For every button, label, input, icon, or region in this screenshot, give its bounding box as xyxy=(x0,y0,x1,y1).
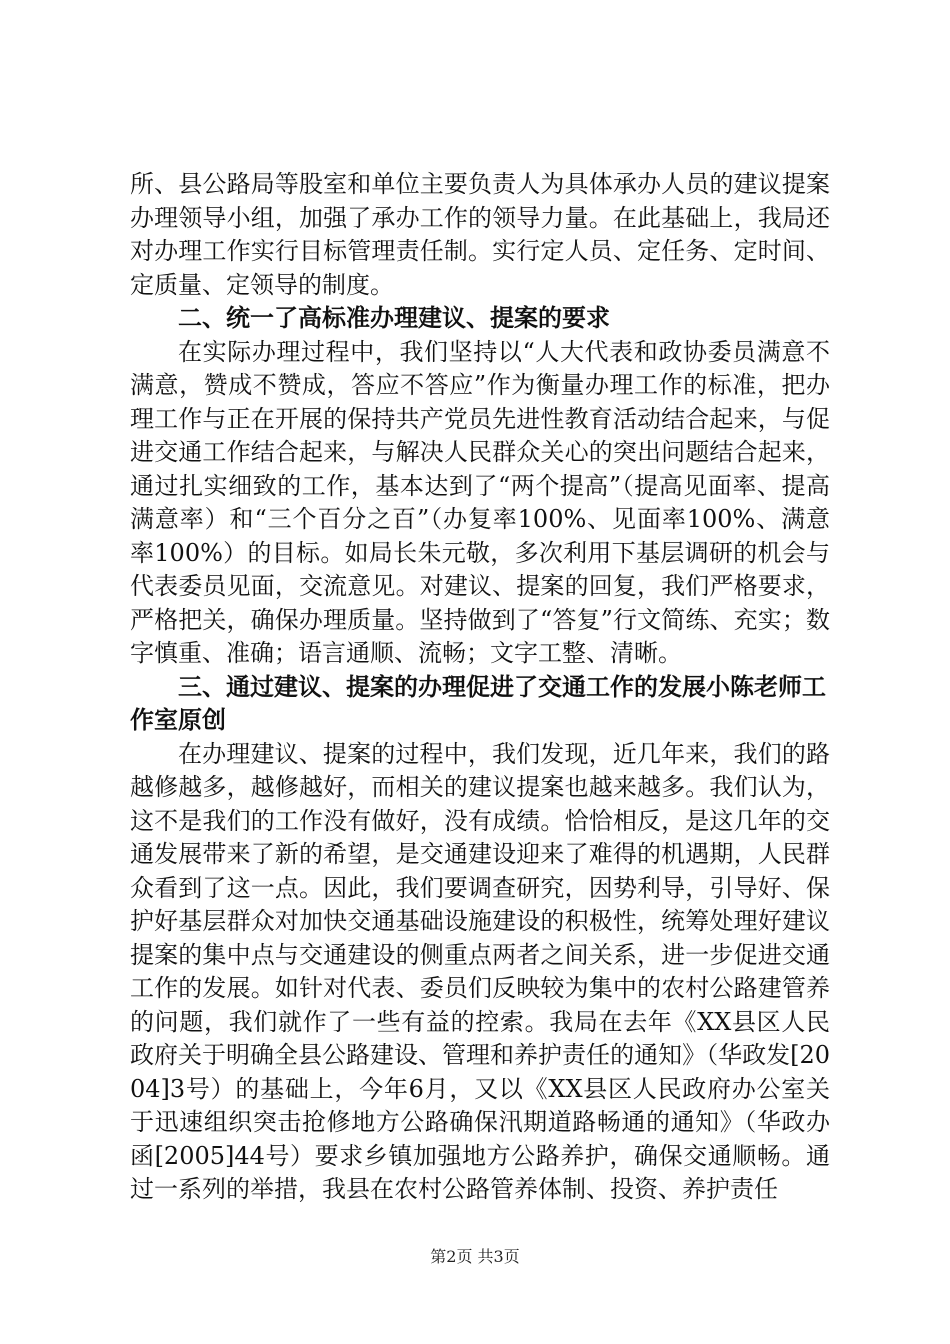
page-footer xyxy=(0,1247,950,1267)
document-body xyxy=(130,168,830,1207)
paragraph-continuation: 所、县公路局等股室和单位主要负责人为具体承办人员的建议提案办理领导小组，加强了承办工作的领导力量。在此基础上，我局还对办理工作实行目标管理责任制。实行定人员、定任务、定时间、定质量、定领导的制度。 xyxy=(130,170,830,299)
section-heading-2: 二、统一了高标准办理建议、提案的要求 xyxy=(178,304,610,332)
paragraph-standards: 在实际办理过程中，我们坚持以“人大代表和政协委员满意不满意，赞成不赞成，答应不答应”作为衡量办理工作的标准，把办理工作与正在开展的保持共产党员先进性教育活动结合起来，与促进交通工作结合起来，与解决人民群众关心的突出问题结合起来，通过扎实细致的工作，基本达到了“两个提高”（提高见面率、提高满意率）和“三个百分之百”（办复率100%、见面率100%、满意率100%）的目标。如局长朱元敬，多次利用下基层调研的机会与代表委员见面，交流意见。对建议、提案的回复，我们严格要求，严格把关，确保办理质量。坚持做到了“答复”行文简练、充实；数字慎重、准确；语言通顺、流畅；文字工整、清晰。 xyxy=(130,337,830,667)
page-number-label: 第2页 共3页 xyxy=(430,1247,520,1266)
paragraph-development: 在办理建议、提案的过程中，我们发现，近几年来，我们的路越修越多，越修越好，而相关的建议提案也越来越多。我们认为，这不是我们的工作没有做好，没有成绩。恰恰相反，是这几年的交通发展带来了新的希望，是交通建设迎来了难得的机遇期，人民群众看到了这一点。因此，我们要调查研究，因势利导，引导好、保护好基层群众对加快交通基础设施建设的积极性，统筹处理好建议提案的集中点与交通建设的侧重点两者之间关系，进一步促进交通工作的发展。如针对代表、委员们反映较为集中的农村公路建管养的问题，我们就作了一些有益的控索。我局在去年《XX县区人民政府关于明确全县公路建设、管理和养护责任的通知》（华政发[2004]3号）的基础上，今年6月，又以《XX县区人民政府办公室关于迅速组织突击抢修地方公路确保汛期道路畅通的通知》（华政办函[2005]44号）要求乡镇加强地方公路养护，确保交通顺畅。通过一系列的举措，我县在农村公路管养体制、投资、养护责任 xyxy=(130,739,830,1203)
section-heading-3: 三、通过建议、提案的办理促进了交通工作的发展小陈老师工作室原创 xyxy=(130,672,826,734)
